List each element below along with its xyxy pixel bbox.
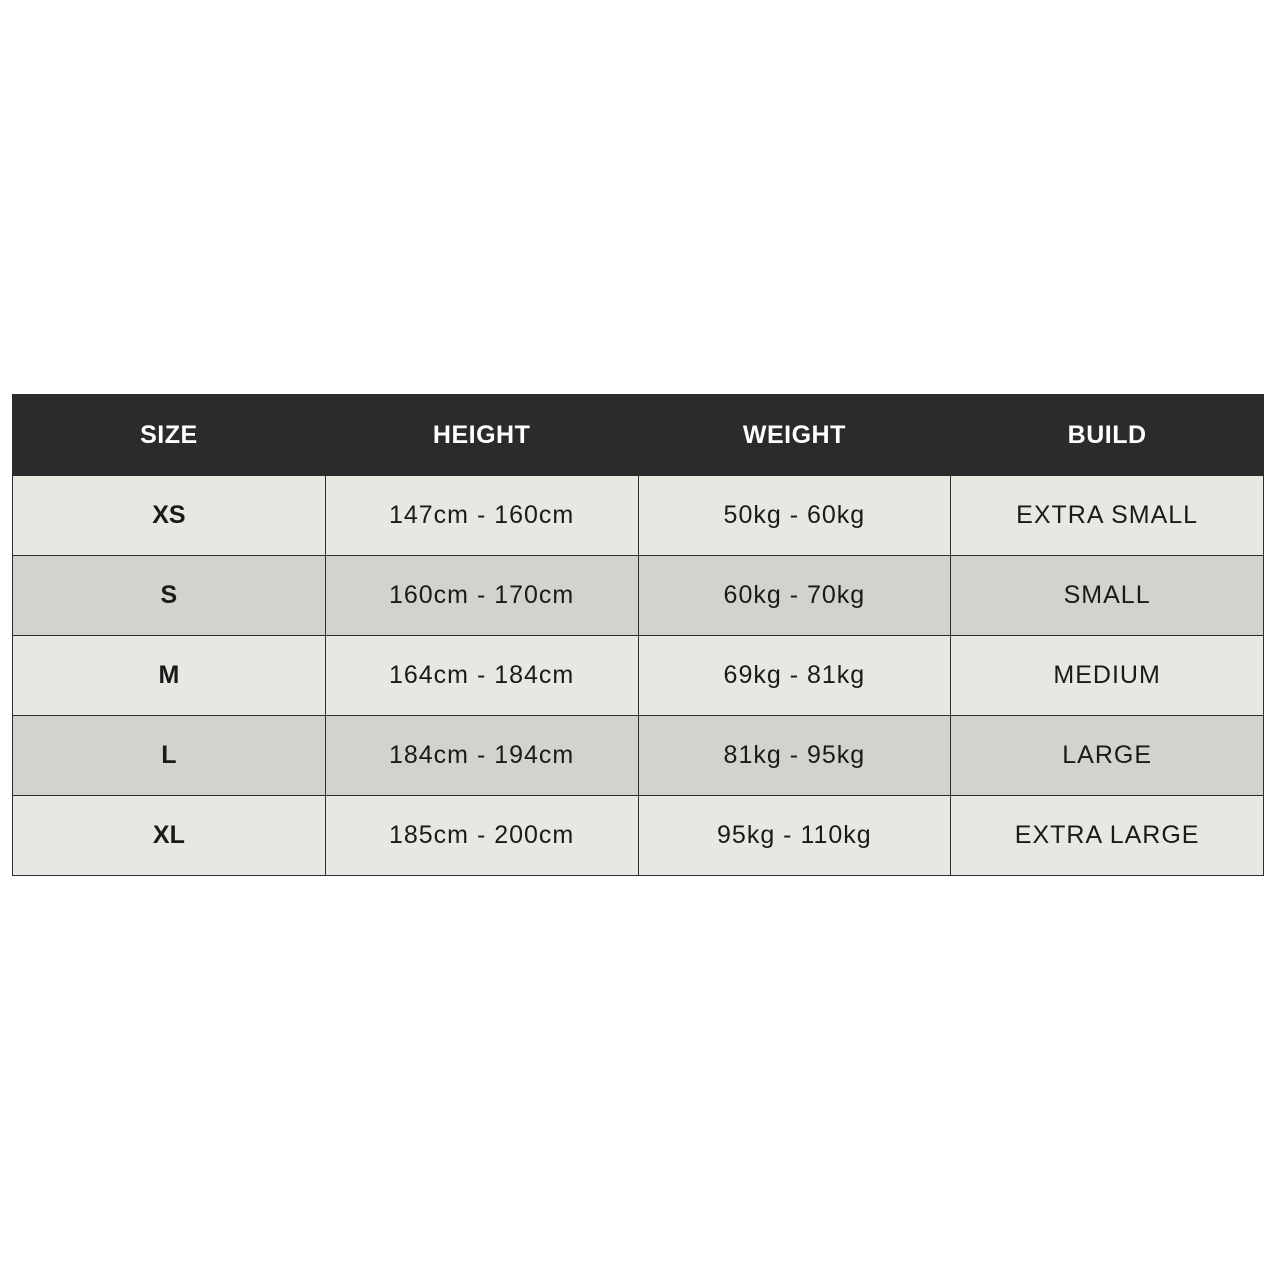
column-header-height: HEIGHT	[325, 395, 638, 476]
build-cell: LARGE	[951, 716, 1264, 796]
table-row	[13, 636, 1264, 716]
table-row	[13, 556, 1264, 636]
height-cell: 164cm - 184cm	[325, 636, 638, 716]
weight-cell: 95kg - 110kg	[638, 796, 951, 876]
weight-cell: 81kg - 95kg	[638, 716, 951, 796]
table-body	[13, 476, 1264, 876]
build-cell: EXTRA SMALL	[951, 476, 1264, 556]
height-cell: 184cm - 194cm	[325, 716, 638, 796]
table-header	[13, 395, 1264, 476]
weight-cell: 69kg - 81kg	[638, 636, 951, 716]
height-cell: 185cm - 200cm	[325, 796, 638, 876]
size-cell: S	[13, 556, 326, 636]
size-cell: XS	[13, 476, 326, 556]
size-chart-table	[12, 394, 1264, 876]
column-header-size: SIZE	[13, 395, 326, 476]
build-cell: SMALL	[951, 556, 1264, 636]
size-cell: L	[13, 716, 326, 796]
weight-cell: 60kg - 70kg	[638, 556, 951, 636]
table-row	[13, 716, 1264, 796]
table-row	[13, 796, 1264, 876]
weight-cell: 50kg - 60kg	[638, 476, 951, 556]
build-cell: EXTRA LARGE	[951, 796, 1264, 876]
build-cell: MEDIUM	[951, 636, 1264, 716]
header-row	[13, 395, 1264, 476]
column-header-build: BUILD	[951, 395, 1264, 476]
column-header-weight: WEIGHT	[638, 395, 951, 476]
height-cell: 160cm - 170cm	[325, 556, 638, 636]
height-cell: 147cm - 160cm	[325, 476, 638, 556]
size-cell: M	[13, 636, 326, 716]
table-row	[13, 476, 1264, 556]
size-cell: XL	[13, 796, 326, 876]
